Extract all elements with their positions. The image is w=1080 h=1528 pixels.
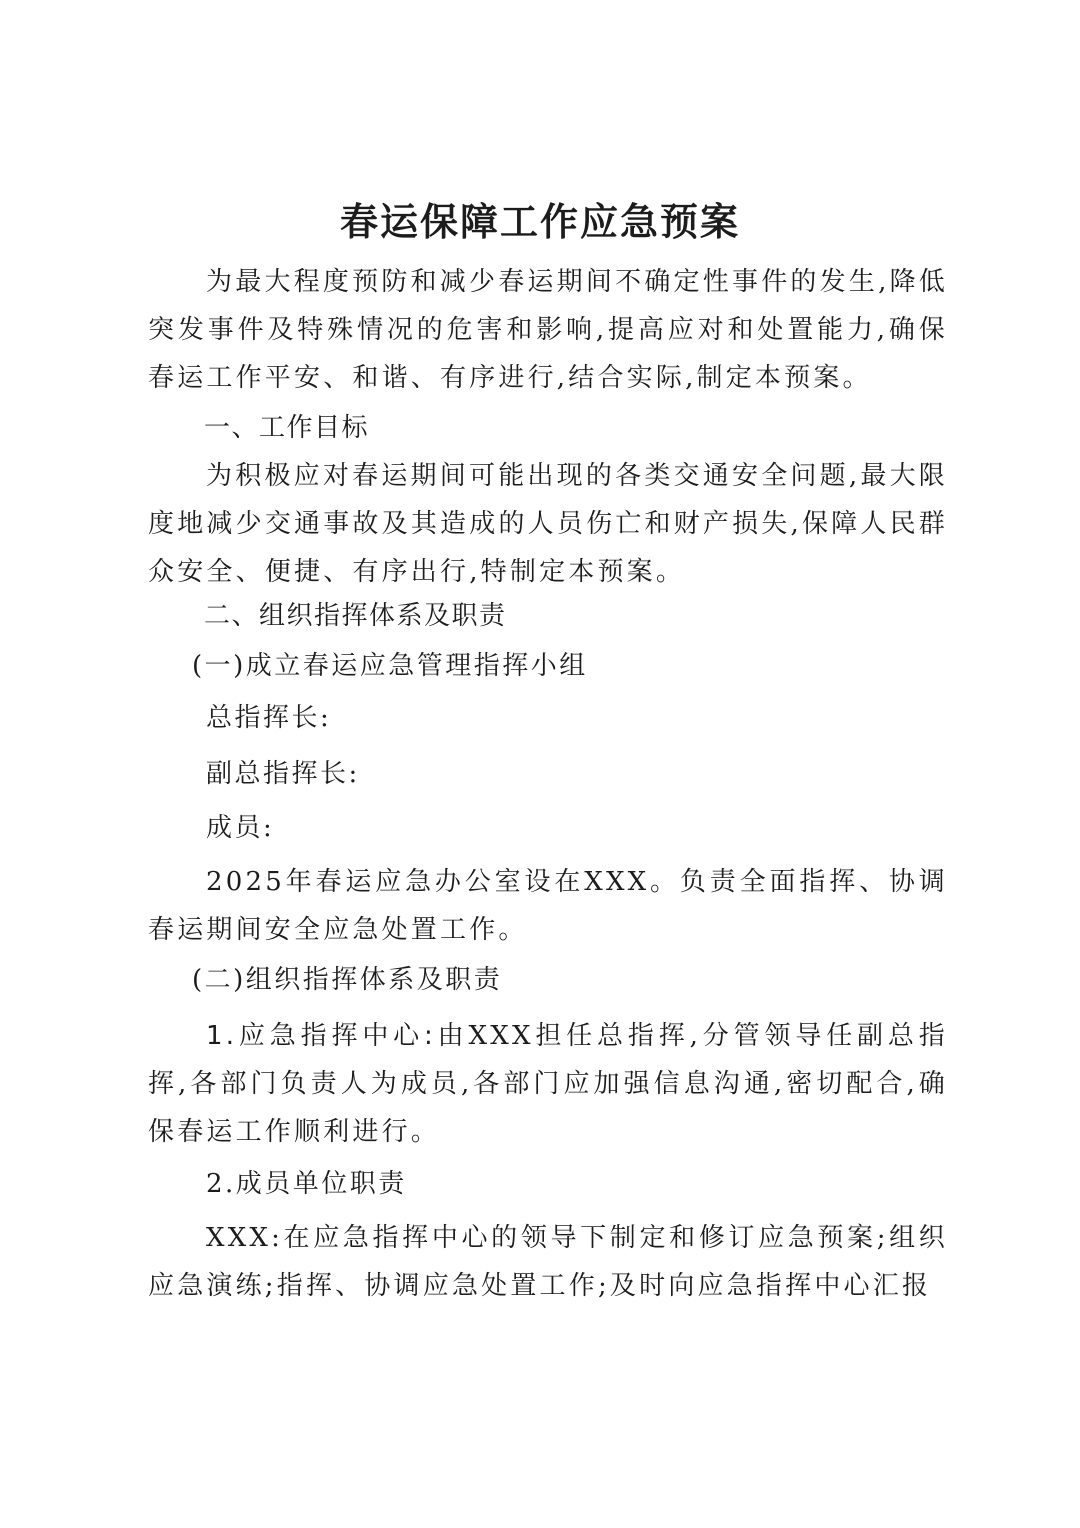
members-line: 成员: bbox=[206, 813, 275, 843]
section-1-body: 为积极应对春运期间可能出现的各类交通安全问题,最大限度地减少交通事故及其造成的人员伤亡和财产损失,保障人民群众安全、便捷、有序出行,特制定本预案。 bbox=[148, 461, 948, 587]
item-2-heading: 2.成员单位职责 bbox=[206, 1169, 407, 1199]
document-title: 春运保障工作应急预案 bbox=[339, 199, 740, 244]
subsection-2-heading: (二)组织指挥体系及职责 bbox=[192, 965, 503, 995]
section-1-heading: 一、工作目标 bbox=[204, 413, 370, 443]
item-1-paragraph bbox=[148, 1012, 948, 1156]
item-1-body: 由XXX担任总指挥,分管领导任副总指挥,各部门负责人为成员,各部门应加强信息沟通,密切配合,确保春运工作顺利进行。 bbox=[148, 1021, 948, 1147]
intro-paragraph: 为最大程度预防和减少春运期间不确定性事件的发生,降低突发事件及特殊情况的危害和影响,提高应对和处置能力,确保春运工作平安、和谐、有序进行,结合实际,制定本预案。 bbox=[148, 267, 948, 393]
deputy-commander-line: 副总指挥长: bbox=[206, 759, 360, 789]
item-2-paragraph: XXX:在应急指挥中心的领导下制定和修订应急预案;组织应急演练;指挥、协调应急处置工作;及时向应急指挥中心汇报 bbox=[148, 1223, 948, 1301]
subsection-1-heading: (一)成立春运应急管理指挥小组 bbox=[192, 651, 588, 681]
section-2-heading: 二、组织指挥体系及职责 bbox=[204, 601, 507, 631]
chief-commander-line: 总指挥长: bbox=[206, 703, 332, 733]
office-paragraph: 2025年春运应急办公室设在XXX。负责全面指挥、协调春运期间安全应急处置工作。 bbox=[148, 867, 948, 945]
item-1-lead: 1.应急指挥中心: bbox=[206, 1021, 436, 1051]
